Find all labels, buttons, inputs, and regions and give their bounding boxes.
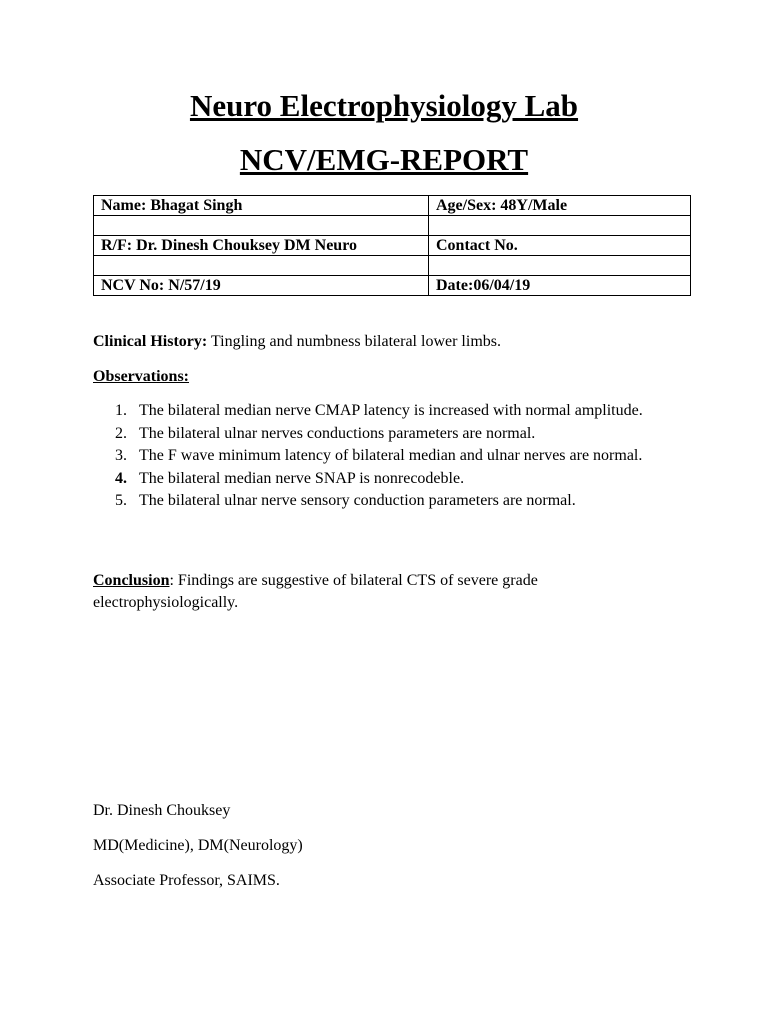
observations-heading: Observations: (93, 368, 189, 385)
report-title: NCV/EMG-REPORT (239, 142, 529, 177)
report-date: Date:06/04/19 (429, 276, 691, 296)
conclusion-label: Conclusion (93, 572, 170, 589)
list-item-text: The bilateral median nerve CMAP latency is increased with normal amplitude. (139, 402, 643, 419)
list-item-text: The bilateral ulnar nerves conductions parameters are normal. (139, 424, 536, 442)
signatory-designation: Associate Professor, SAIMS. (93, 872, 280, 889)
observations-list (93, 400, 683, 513)
list-item-number: 2. (115, 424, 127, 442)
list-item-number: 5. (115, 492, 127, 509)
clinical-history-label: Clinical History: (93, 333, 208, 350)
list-item (93, 468, 683, 491)
patient-age-sex: Age/Sex: 48Y/Male (429, 196, 691, 216)
empty-cell (94, 216, 429, 236)
list-item (93, 445, 683, 468)
empty-cell (429, 256, 691, 276)
conclusion-text: : Findings are suggestive of bilateral CTS of severe grade electrophysiologically. (93, 572, 538, 611)
list-item-text: The F wave minimum latency of bilateral median and ulnar nerves are normal. (139, 447, 643, 464)
list-item-text: The bilateral median nerve SNAP is nonrecodeble. (139, 469, 465, 487)
list-item (93, 490, 683, 513)
contact-number: Contact No. (429, 236, 691, 256)
conclusion (93, 570, 653, 614)
list-item-text: The bilateral ulnar nerve sensory conduction parameters are normal. (139, 492, 576, 509)
patient-info-table (93, 195, 691, 296)
table-row (94, 196, 691, 216)
referred-by: R/F: Dr. Dinesh Chouksey DM Neuro (94, 236, 429, 256)
list-item (93, 400, 683, 423)
list-item-number: 4. (115, 469, 127, 487)
patient-name: Name: Bhagat Singh (94, 196, 429, 216)
list-item (93, 423, 683, 446)
lab-title: Neuro Electrophysiology Lab (189, 88, 579, 123)
clinical-history-text: Tingling and numbness bilateral lower limbs. (207, 333, 501, 350)
list-item-number: 3. (115, 447, 127, 464)
ncv-number: NCV No: N/57/19 (94, 276, 429, 296)
table-row (94, 276, 691, 296)
table-row (94, 216, 691, 236)
clinical-history (93, 331, 501, 353)
empty-cell (94, 256, 429, 276)
signatory-name: Dr. Dinesh Chouksey (93, 802, 231, 819)
empty-cell (429, 216, 691, 236)
list-item-number: 1. (115, 402, 127, 419)
table-row (94, 256, 691, 276)
table-row (94, 236, 691, 256)
signatory-qualifications: MD(Medicine), DM(Neurology) (93, 837, 303, 854)
